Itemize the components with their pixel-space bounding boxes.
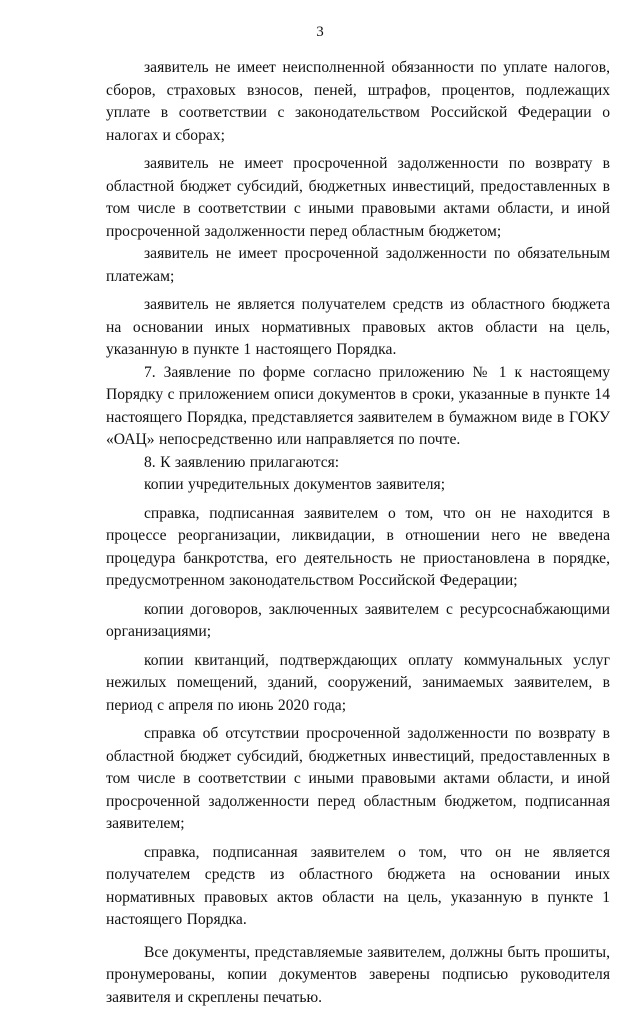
paragraph-no-debt-certificate: справка об отсутствии просроченной задолженности по возврату в областной бюджет субсидий, бюджетных инвестиций, предоставленных в том числе в соответствии с иными правовыми актами области, и иной просроченной задолженности перед областным бюджетом, подписанная заявителем;: [106, 723, 610, 836]
paragraph-no-tax-debt: заявитель не имеет неисполненной обязанности по уплате налогов, сборов, страховых взносов, пеней, штрафов, процентов, подлежащих уплате в соответствии с законодательством Российской Федерации о налогах и сборах;: [106, 57, 610, 147]
page-number: 3: [0, 22, 640, 42]
paragraph-documents-requirements: Все документы, представляемые заявителем, должны быть прошиты, пронумерованы, копии документов заверены подписью руководителя заявителя и скреплены печатью.: [106, 942, 610, 1009]
paragraph-item-8: 8. К заявлению прилагаются:: [106, 452, 610, 475]
paragraph-reorganization-certificate: справка, подписанная заявителем о том, что он не находится в процессе реорганизации, ликвидации, в отношении него не введена процедура банкротства, его деятельность не приостановлена в порядке, предусмотренном законодательством Российской Федерации;: [106, 503, 610, 593]
paragraph-item-7: 7. Заявление по форме согласно приложению № 1 к настоящему Порядку с приложением описи документов в сроки, указанные в пункте 14 настоящего Порядка, представляется заявителем в бумажном виде в ГОКУ «ОАЦ» непосредственно или направляется по почте.: [106, 362, 610, 452]
paragraph-founding-docs: копии учредительных документов заявителя;: [106, 474, 610, 497]
document-body: [106, 57, 610, 1009]
paragraph-receipts-copies: копии квитанций, подтверждающих оплату коммунальных услуг нежилых помещений, зданий, сооружений, занимаемых заявителем, в период с апреля по июнь 2020 года;: [106, 650, 610, 718]
paragraph-no-mandatory-payments-debt: заявитель не имеет просроченной задолженности по обязательным платежам;: [106, 243, 610, 288]
paragraph-no-budget-debt: заявитель не имеет просроченной задолженности по возврату в областной бюджет субсидий, бюджетных инвестиций, предоставленных в том числе в соответствии с иными правовыми актами области, и иной просроченной задолженности перед областным бюджетом;: [106, 153, 610, 243]
paragraph-contracts-copies: копии договоров, заключенных заявителем с ресурсоснабжающими организациями;: [106, 599, 610, 644]
paragraph-not-recipient-certificate: справка, подписанная заявителем о том, что он не является получателем средств из областного бюджета на основании иных нормативных правовых актов области на цель, указанную в пункте 1 настоящего Порядка.: [106, 842, 610, 932]
paragraph-not-recipient: заявитель не является получателем средств из областного бюджета на основании иных нормативных правовых актов области на цель, указанную в пункте 1 настоящего Порядка.: [106, 294, 610, 362]
